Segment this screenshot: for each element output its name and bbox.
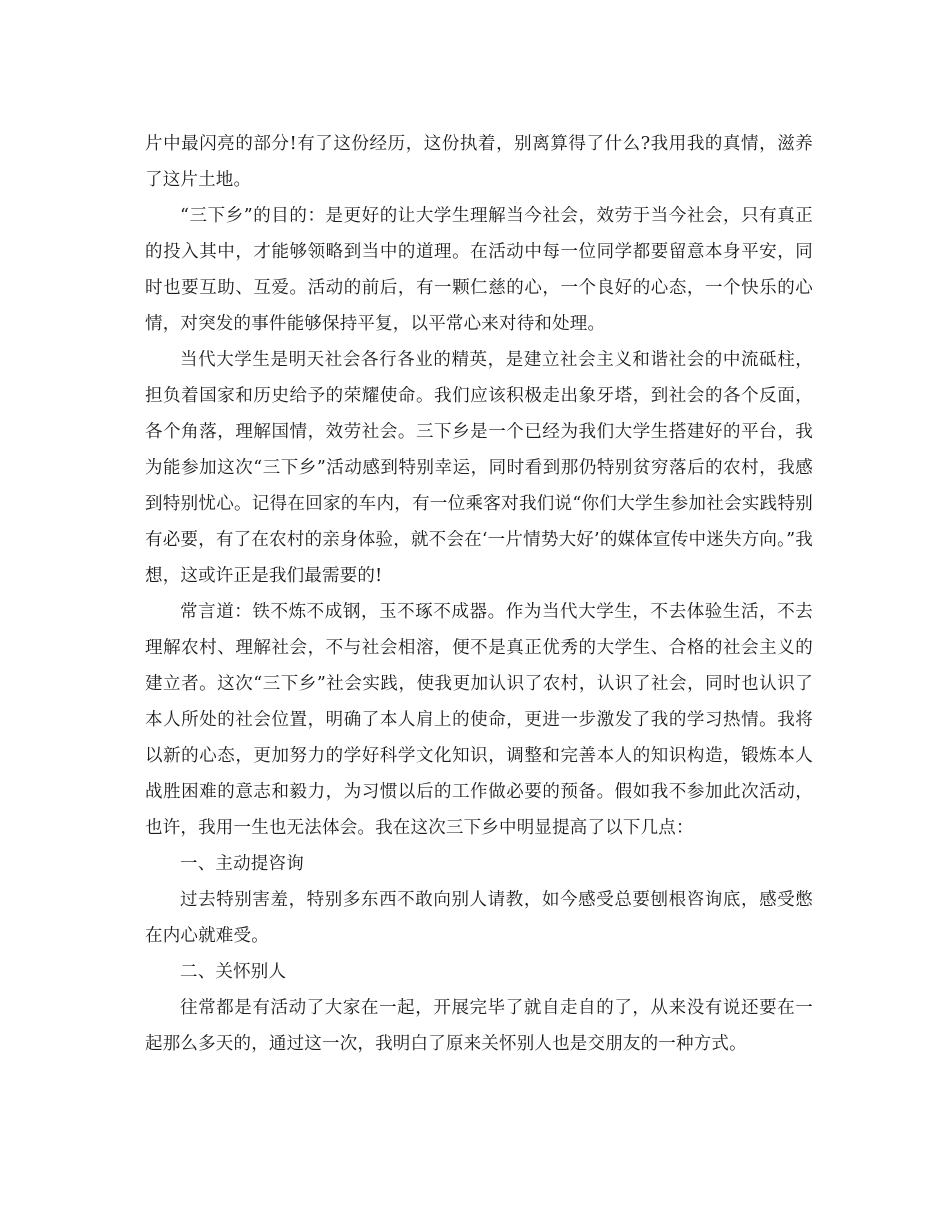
paragraph-ask-questions: 过去特别害羞，特别多东西不敢向别人请教，如今感受总要刨根咨询底，感受憋在内心就难受。 [145,890,813,946]
paragraph-continuation: 片中最闪亮的部分!有了这份经历，这份执着，别离算得了什么?我用我的真情，滋养了这片土地。 [145,134,813,190]
section-heading-ask-questions: 一、主动提咨询 [180,854,304,874]
paragraph-proverb: 常言道：铁不炼不成钢，玉不琢不成器。作为当代大学生，不去体验生活，不去理解农村、理解社会，不与社会相溶，便不是真正优秀的大学生、合格的社会主义的建立者。这次“三下乡”社会实践，使我更加认识了农村，认识了社会，同时也认识了本人所处的社会位置，明确了本人肩上的使命，更进一步激发了我的学习热情。我将以新的心态，更加努力的学好科学文化知识，调整和完善本人的知识构造，锻炼本人战胜困难的意志和毅力，为习惯以后的工作做必要的预备。假如我不参加此次活动，也许，我用一生也无法体会。我在这次三下乡中明显提高了以下几点： [145,602,813,838]
paragraph-care-for-others: 往常都是有活动了大家在一起，开展完毕了就自走自的了，从来没有说还要在一起那么多天的，通过这一次，我明白了原来关怀别人也是交朋友的一种方式。 [145,998,813,1054]
paragraph-purpose: “三下乡”的目的：是更好的让大学生理解当今社会，效劳于当今社会，只有真正的投入其中，才能够领略到当中的道理。在活动中每一位同学都要留意本身平安，同时也要互助、互爱。活动的前后，有一颗仁慈的心，一个良好的心态，一个快乐的心情，对突发的事件能够保持平复，以平常心来对待和处理。 [145,206,813,334]
section-heading-care-for-others: 二、关怀别人 [180,962,287,982]
document-body [145,126,813,1062]
paragraph-college-students: 当代大学生是明天社会各行各业的精英，是建立社会主义和谐社会的中流砥柱，担负着国家和历史给予的荣耀使命。我们应该积极走出象牙塔，到社会的各个反面，各个角落，理解国情，效劳社会。三下乡是一个已经为我们大学生搭建好的平台，我为能参加这次“三下乡”活动感到特别幸运，同时看到那仍特别贫穷落后的农村，我感到特别忧心。记得在回家的车内，有一位乘客对我们说“你们大学生参加社会实践特别有必要，有了在农村的亲身体验，就不会在‘一片情势大好’的媒体宣传中迷失方向。”我想，这或许正是我们最需要的! [145,350,813,586]
